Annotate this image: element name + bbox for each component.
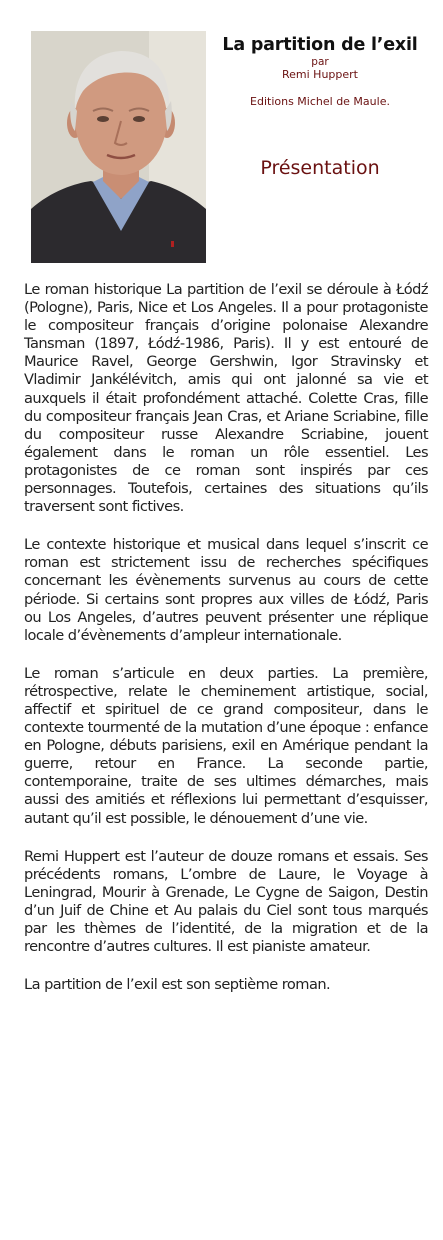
book-title: La partition de l’exil — [222, 35, 418, 55]
paragraph: Le roman historique La partition de l’exil se déroule à Łódź (Pologne), Paris, Nice et Los Angeles. Il a pour protagoniste le compositeur français d’origine polonaise Alexandre Tansman (1897, Łódź-1986, Paris). Il y est entouré de Maurice Ravel, George Gershwin, Igor Stravinsky et Vladimir Jankélévitch, amis qui ont jalonné sa vie et auxquels il était profondément attaché. Colette Cras, fille du compositeur français Jean Cras, et Ariane Scriabine, fille du compositeur russe Alexandre Scriabine, jouent également dans le roman un rôle essentiel. Les protagonistes de ce roman sont inspirés par ces personnages. Toutefois, certaines des situations qu’ils traversent sont fictives. — [24, 281, 428, 516]
author-photo — [31, 31, 206, 263]
publisher: Editions Michel de Maule. — [250, 95, 390, 108]
author-name: Remi Huppert — [282, 68, 358, 81]
paragraph: Le contexte historique et musical dans lequel s’inscrit ce roman est strictement issu de recherches spécifiques concernant les évènements survenus au cours de cette période. Si certains sont propres aux villes de Łódź, Paris ou Los Angeles, d’autres peuvent présenter une réplique locale d’évènements d’ampleur internationale. — [24, 536, 428, 644]
section-title: Présentation — [260, 157, 380, 179]
by-label: par — [311, 56, 329, 68]
paragraph: La partition de l’exil est son septième roman. — [24, 976, 331, 994]
paragraph: Remi Huppert est l’auteur de douze romans et essais. Ses précédents romans, L’ombre de Laure, le Voyage à Leningrad, Mourir à Grenade, Le Cygne de Saigon, Destin d’un Juif de Chine et Au palais du Ciel sont tous marqués par les thèmes de l’identité, de la migration et de la rencontre d’autres cultures. Il est pianiste amateur. — [24, 847, 428, 956]
book-header — [212, 34, 428, 180]
presentation-text — [24, 281, 428, 1014]
paragraph: Le roman s’articule en deux parties. La première, rétrospective, relate le cheminement artistique, social, affectif et spirituel de ce grand compositeur, dans le contexte tourmenté de la mutation d’une époque : enfance en Pologne, débuts parisiens, exil en Amérique pendant la guerre, retour en France. La seconde partie, contemporaine, traite de ses ultimes démarches, mais aussi des amitiés et réflexions lui permettant d’esquisser, autant qu’il est possible, le dénouement d’une vie. — [24, 664, 428, 827]
